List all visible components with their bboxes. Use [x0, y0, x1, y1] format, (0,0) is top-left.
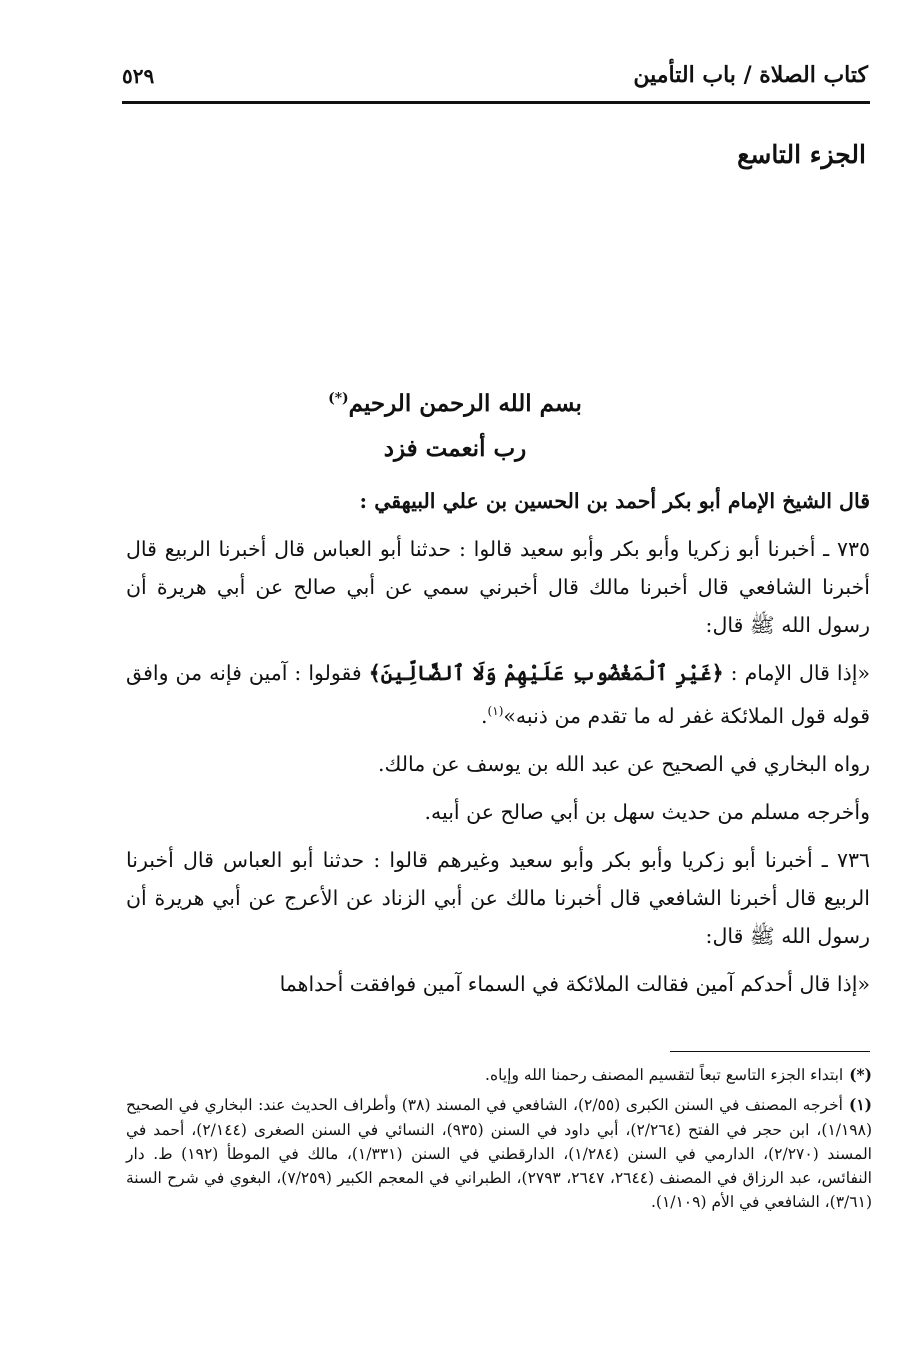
footnote-marker: (*) [849, 1065, 872, 1084]
header-title: كتاب الصلاة / باب التأمين [633, 62, 868, 88]
footnote-ref: (١) [487, 704, 504, 718]
basmala [0, 390, 910, 417]
footnote-text: أخرجه المصنف في السنن الكبرى (٢/٥٥)، الشافعي في المسند (٣٨) وأطراف الحديث عند: البخاري في الصحيح (١/١٩٨)، ابن حجر في الفتح (٢/٢٦٤)، أبي داود في السنن (٩٣٥)، النسائي في السنن الصغرى (٢/١٤٤)، أحمد في المسند (٢/٢٧٠)، الدارمي في السنن (١/٢٨٤)، الدارقطني في السنن (١/٣٣١)، مالك في الموطأ (١٩٢) ط. دار النفائس، عبد الرزاق في المصنف (٢٦٤٤، ٢٦٤٧، ٢٧٩٣)، الطبراني في المعجم الكبير (٧/٢٥٩)، البغوي في شرح السنة (٣/٦١)، الشافعي في الأم (١/١٠٩). [126, 1096, 873, 1212]
quran-verse: ﴿غَيْرِ ٱلْمَغْضُوبِ عَلَيْهِمْ وَلَا ٱلضَّالِّينَ﴾ [368, 661, 724, 685]
hadith-736-isnad: ٧٣٦ ـ أخبرنا أبو زكريا وأبو بكر وأبو سعيد وغيرهم قالوا : حدثنا أبو العباس قال أخبرنا الربيع قال أخبرنا الشافعي قال أخبرنا مالك عن أبي الزناد عن الأعرج عن أبي هريرة أن رسول الله ﷺ قال: [126, 847, 870, 948]
bukhari-paragraph: رواه البخاري في الصحيح عن عبد الله بن يوسف عن مالك. [377, 751, 870, 776]
footnotes [126, 1063, 872, 1221]
header-rule [122, 101, 870, 104]
muslim-paragraph: وأخرجه مسلم من حديث سهل بن أبي صالح عن أبيه. [424, 799, 870, 824]
running-header [122, 62, 868, 96]
main-text [126, 482, 870, 1013]
footnote-text: ابتداء الجزء التاسع تبعاً لتقسيم المصنف رحمنا الله وإياه. [485, 1066, 844, 1084]
page-number: ٥٢٩ [122, 64, 155, 88]
part-title: الجزء التاسع [737, 140, 866, 169]
hadith-736-matn: «إذا قال أحدكم آمين فقالت الملائكة في السماء آمين فوافقت أحداهما [279, 971, 870, 996]
footnote-item [126, 1063, 872, 1087]
dua-line: رب أنعمت فزد [383, 435, 527, 462]
basmala-footnote-marker: (*) [328, 390, 349, 407]
matn-start: «إذا قال الإمام : [723, 661, 870, 685]
matn-end: فقولوا : آمين فإنه من وافق قوله قول الملائكة غفر له ما تقدم من ذنبه» [126, 661, 870, 728]
basmala-text: بسم الله الرحمن الرحيم [348, 390, 582, 417]
footnote-item [126, 1093, 872, 1214]
footnote-marker: (١) [848, 1095, 872, 1115]
hadith-735-matn: «إذا قال الإمام : ﴿غَيْرِ ٱلْمَغْضُوبِ عَلَيْهِمْ وَلَا ٱلضَّالِّينَ﴾ فقولوا : آمين فإنه من وافق قوله قول الملائكة غفر له ما تقدم من ذنبه»$^{(١)}$. [126, 661, 870, 728]
footnote-rule [670, 1051, 870, 1052]
intro-paragraph: قال الشيخ الإمام أبو بكر أحمد بن الحسين بن علي البيهقي : [359, 489, 870, 513]
hadith-735-isnad: ٧٣٥ ـ أخبرنا أبو زكريا وأبو بكر وأبو سعيد قالوا : حدثنا أبو العباس قال أخبرنا الربيع قال أخبرنا الشافعي قال أخبرنا مالك قال أخبرني سمي عن أبي صالح عن أبي هريرة أن رسول الله ﷺ قال: [126, 537, 870, 637]
